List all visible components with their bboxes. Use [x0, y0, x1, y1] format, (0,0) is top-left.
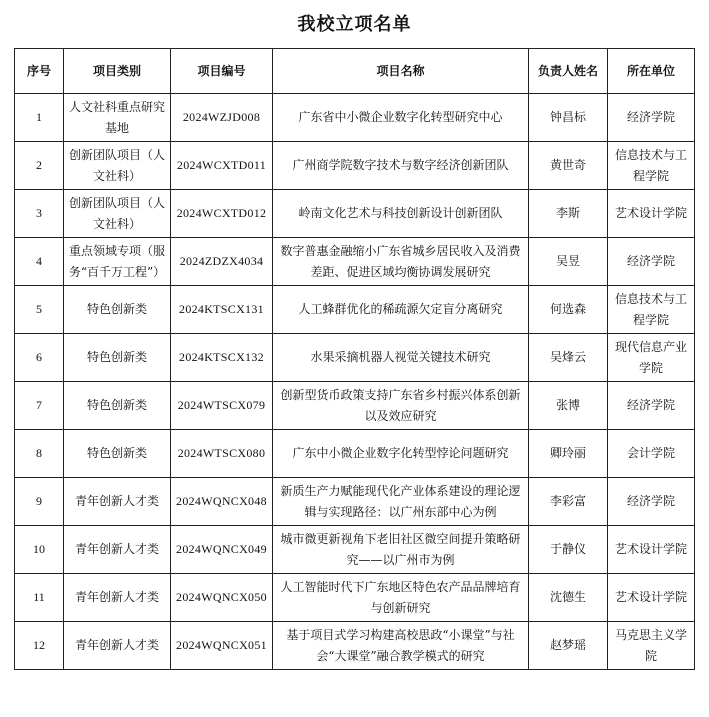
table-row [15, 382, 695, 430]
table-row [15, 334, 695, 382]
cell-project-name: 广东省中小微企业数字化转型研究中心 [273, 94, 529, 142]
table-row [15, 526, 695, 574]
cell-leader: 吴昱 [529, 238, 608, 286]
cell-code: 2024KTSCX132 [171, 334, 273, 382]
cell-code: 2024WCXTD011 [171, 142, 273, 190]
cell-project-name: 创新型货币政策支持广东省乡村振兴体系创新以及效应研究 [273, 382, 529, 430]
cell-code: 2024WQNCX051 [171, 622, 273, 670]
cell-code: 2024ZDZX4034 [171, 238, 273, 286]
cell-leader: 赵梦瑶 [529, 622, 608, 670]
cell-leader: 沈德生 [529, 574, 608, 622]
cell-category: 特色创新类 [64, 382, 171, 430]
cell-project-name: 人工智能时代下广东地区特色农产品品牌培育与创新研究 [273, 574, 529, 622]
header-index: 序号 [15, 49, 64, 94]
cell-category: 青年创新人才类 [64, 478, 171, 526]
cell-code: 2024WTSCX080 [171, 430, 273, 478]
cell-index: 4 [15, 238, 64, 286]
cell-leader: 黄世奇 [529, 142, 608, 190]
cell-project-name: 新质生产力赋能现代化产业体系建设的理论逻辑与实现路径：以广州东部中心为例 [273, 478, 529, 526]
cell-project-name: 基于项目式学习构建高校思政“小课堂”与社会“大课堂”融合教学模式的研究 [273, 622, 529, 670]
cell-code: 2024WQNCX048 [171, 478, 273, 526]
cell-code: 2024WZJD008 [171, 94, 273, 142]
cell-category: 特色创新类 [64, 286, 171, 334]
cell-leader: 何选森 [529, 286, 608, 334]
cell-leader: 卿玲丽 [529, 430, 608, 478]
header-leader: 负责人姓名 [529, 49, 608, 94]
cell-unit: 经济学院 [608, 238, 695, 286]
cell-index: 10 [15, 526, 64, 574]
cell-index: 12 [15, 622, 64, 670]
cell-category: 创新团队项目（人文社科） [64, 142, 171, 190]
cell-category: 人文社科重点研究基地 [64, 94, 171, 142]
cell-unit: 艺术设计学院 [608, 574, 695, 622]
cell-unit: 会计学院 [608, 430, 695, 478]
cell-index: 9 [15, 478, 64, 526]
cell-leader: 于静仪 [529, 526, 608, 574]
cell-leader: 吴烽云 [529, 334, 608, 382]
cell-code: 2024WTSCX079 [171, 382, 273, 430]
cell-leader: 李彩富 [529, 478, 608, 526]
cell-project-name: 数字普惠金融缩小广东省城乡居民收入及消费差距、促进区域均衡协调发展研究 [273, 238, 529, 286]
cell-index: 2 [15, 142, 64, 190]
cell-index: 6 [15, 334, 64, 382]
header-unit: 所在单位 [608, 49, 695, 94]
cell-unit: 现代信息产业学院 [608, 334, 695, 382]
table-row [15, 94, 695, 142]
cell-unit: 经济学院 [608, 478, 695, 526]
cell-project-name: 广州商学院数字技术与数字经济创新团队 [273, 142, 529, 190]
cell-category: 重点领域专项（服务“百千万工程”） [64, 238, 171, 286]
header-category: 项目类别 [64, 49, 171, 94]
cell-category: 青年创新人才类 [64, 622, 171, 670]
cell-project-name: 广东中小微企业数字化转型悖论问题研究 [273, 430, 529, 478]
cell-index: 11 [15, 574, 64, 622]
cell-index: 5 [15, 286, 64, 334]
cell-project-name: 水果采摘机器人视觉关键技术研究 [273, 334, 529, 382]
cell-code: 2024WCXTD012 [171, 190, 273, 238]
cell-index: 8 [15, 430, 64, 478]
table-row [15, 238, 695, 286]
cell-unit: 艺术设计学院 [608, 526, 695, 574]
cell-category: 青年创新人才类 [64, 574, 171, 622]
cell-leader: 钟昌标 [529, 94, 608, 142]
cell-category: 青年创新人才类 [64, 526, 171, 574]
table-row [15, 478, 695, 526]
table-row [15, 190, 695, 238]
header-name: 项目名称 [273, 49, 529, 94]
cell-index: 3 [15, 190, 64, 238]
table-row [15, 286, 695, 334]
cell-code: 2024WQNCX050 [171, 574, 273, 622]
project-list-table [14, 48, 695, 670]
cell-project-name: 岭南文化艺术与科技创新设计创新团队 [273, 190, 529, 238]
cell-index: 7 [15, 382, 64, 430]
cell-category: 特色创新类 [64, 334, 171, 382]
page-title: 我校立项名单 [297, 14, 412, 35]
cell-unit: 经济学院 [608, 94, 695, 142]
table-row [15, 142, 695, 190]
cell-code: 2024WQNCX049 [171, 526, 273, 574]
cell-leader: 李斯 [529, 190, 608, 238]
cell-leader: 张博 [529, 382, 608, 430]
cell-code: 2024KTSCX131 [171, 286, 273, 334]
cell-unit: 马克思主义学院 [608, 622, 695, 670]
table-row [15, 574, 695, 622]
cell-unit: 信息技术与工程学院 [608, 286, 695, 334]
cell-project-name: 人工蜂群优化的稀疏源欠定盲分离研究 [273, 286, 529, 334]
cell-unit: 信息技术与工程学院 [608, 142, 695, 190]
table-row [15, 430, 695, 478]
cell-project-name: 城市微更新视角下老旧社区微空间提升策略研究——以广州市为例 [273, 526, 529, 574]
cell-unit: 艺术设计学院 [608, 190, 695, 238]
table-row [15, 622, 695, 670]
table-header-row [15, 49, 695, 94]
cell-category: 特色创新类 [64, 430, 171, 478]
cell-unit: 经济学院 [608, 382, 695, 430]
header-code: 项目编号 [171, 49, 273, 94]
cell-index: 1 [15, 94, 64, 142]
cell-category: 创新团队项目（人文社科） [64, 190, 171, 238]
